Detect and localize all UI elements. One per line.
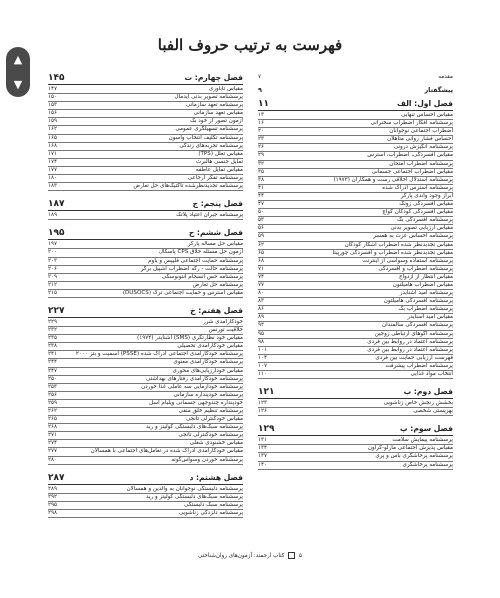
entry-title: مقیاس تابآوری (208, 86, 243, 92)
toc-entry[interactable] (48, 416, 243, 424)
entry-title: پرسشنامه استفاده وسواسی از اینترنت (362, 257, 453, 264)
entry-page: ۱۳۱ (258, 437, 268, 444)
chapter-page: ۱۲۱ (258, 387, 275, 398)
entry-page: ۵۰ (258, 209, 265, 216)
chapter-page: ۲۸۷ (48, 472, 65, 483)
toc-entry[interactable] (48, 274, 243, 282)
entry-title: مقیاس ارزیابی تصویر بدنی (390, 225, 453, 232)
entry-page: ۲۳۸ (48, 343, 58, 350)
toc-entry[interactable] (258, 322, 453, 330)
entry-page: ۲۳ (258, 136, 265, 143)
entry-page: ۱۶ (258, 120, 265, 127)
entry-title: مقیاس تجدیدنظر شده اضطراب آشکار کودکان (344, 241, 453, 248)
toc-entry[interactable] (48, 384, 243, 392)
entry-title: بهزیستی شخصی (413, 408, 453, 415)
chapter-page: ۲۲۷ (48, 305, 65, 316)
entry-page: ۳۵ (258, 168, 265, 175)
toc-entry[interactable] (48, 494, 243, 502)
toc-entry[interactable] (48, 290, 243, 298)
entry-page: ۱۰۷ (258, 362, 268, 369)
entry-page: ۱۷۴ (48, 158, 58, 165)
toc-entry[interactable] (48, 359, 243, 367)
toc-entry[interactable] (48, 376, 243, 384)
entry-page: ۲۴۱ (48, 351, 58, 358)
entry-page: ۲۴۷ (48, 367, 58, 374)
entry-title: پرسشنامه تنظیم خلق منفی (178, 408, 243, 414)
toc-entry[interactable] (258, 339, 453, 347)
toc-entry[interactable] (258, 314, 453, 322)
entry-page: ۹۵ (258, 330, 265, 337)
entry-page: ۱۶۲ (48, 126, 58, 133)
toc-entry[interactable] (48, 266, 243, 274)
entry-page: ۱۴۰ (258, 461, 268, 468)
toc-entry[interactable] (258, 274, 453, 282)
toc-entry[interactable] (258, 298, 453, 306)
chapter-page: ۱۸۷ (48, 199, 65, 210)
entry-page: ۱۵۰ (48, 94, 58, 101)
entry-title: مقیاس تعلل (TPS) (198, 150, 243, 157)
toc-entry[interactable] (258, 112, 453, 120)
entry-page: ۲۶۵ (48, 416, 58, 423)
entry-title: پرسشنامه اعتماد در روابط بین فردی (367, 338, 453, 345)
entry-page: ۲۰۹ (48, 273, 58, 280)
entry-page: ۲۶۸ (48, 424, 58, 431)
entry-page: ۲۵۰ (48, 375, 58, 382)
toc-entry[interactable] (258, 371, 453, 379)
entry-title: پرسشنامه خوردن وسواس‌گونه (171, 456, 243, 463)
toc-entry[interactable] (48, 118, 243, 126)
entry-title: خودپنداره چندوجهی جسمانی ویلیام اسل (149, 399, 243, 406)
entry-title: احساس فشار روانی متأهلان (387, 136, 453, 143)
toc-entry[interactable] (48, 510, 243, 518)
toc-entry[interactable] (258, 177, 453, 185)
toc-entry[interactable] (48, 502, 243, 510)
entry-title: مقیاس خودارزیابی‌های محوری (172, 367, 243, 374)
chapter-title: فصل هفتم: خ (190, 305, 243, 315)
entry-title: پرسشنامه حالت - رگه اضطراب اشپیل برگر (140, 265, 243, 272)
footer-page-number: ۵ (298, 553, 302, 559)
entry-title: مقیاس خودکارآمدی تحصیلی (177, 343, 243, 350)
entry-page: ۲۱۵ (48, 289, 58, 296)
entry-page: ۱۵۳ (48, 102, 58, 109)
toc-entry[interactable] (48, 327, 243, 335)
entry-page: ۷۷ (258, 281, 265, 288)
entry-title: آزمون حل مسئله خلاق CPS پاسکال (158, 249, 243, 256)
entry-title: پرسشنامه استدلال اخلاقی رست و همکاران (۱۹۷۳) (333, 176, 453, 183)
entry-page: ۲۰۰ (48, 249, 58, 256)
entry-page: ۲۵۹ (48, 399, 58, 406)
toc-entry[interactable] (48, 110, 243, 118)
entry-page: ۱۱۰ (258, 371, 268, 377)
entry-page: ۲۰۳ (48, 257, 58, 264)
entry-title: پرسشنامه اضطراب امتحان (389, 160, 453, 167)
entry-page: ۳۸ (258, 176, 265, 183)
chapter-heading[interactable] (48, 73, 243, 85)
entry-page: ۱۵۹ (48, 118, 58, 125)
entry-title: پرسشنامه سبک دلبستگی (184, 501, 243, 508)
entry-page: ۲۲۹ (48, 318, 58, 325)
chapter-heading[interactable] (258, 424, 453, 436)
toc-section (48, 199, 243, 220)
toc-entry[interactable] (258, 400, 453, 408)
toc-entry[interactable] (48, 319, 243, 327)
toc-entry[interactable] (258, 185, 453, 193)
entry-title: پرسشنامه خودکارآمدی معنوی (173, 359, 243, 366)
entry-title: مقیاس اضطراب هامیلتون (392, 281, 453, 288)
entry-title: پرسشنامه تفکر ارجاعی (187, 175, 243, 182)
toc-entry[interactable] (258, 258, 453, 266)
entry-title: پرسشنامه افسردگی سالمندان (381, 322, 453, 329)
toc-entry[interactable] (48, 343, 243, 351)
entry-title: مقیاس خودکارآمدی ادراک شده در تعامل‌های اجتماعی با همسالان (90, 448, 243, 455)
entry-page: ۲۰۶ (48, 265, 58, 272)
toc-entry[interactable] (258, 242, 453, 250)
entry-title: پرسشنامه اعتماد در روابط بین فردی (367, 346, 453, 353)
entry-title: مقیاس خود نظارتگری (SMS) اشنایدر (۱۹۷۴) (137, 335, 243, 342)
toc-entry[interactable] (258, 128, 453, 136)
toc-entry[interactable] (48, 86, 243, 94)
toc-entry[interactable] (48, 94, 243, 102)
entry-page: ۲۱۲ (48, 281, 58, 288)
entry-title: پرسشنامه دلبستگی نوجوانان به والدین و همسالان (126, 485, 243, 492)
entry-title: انتخاب مواد غذایی (410, 371, 453, 377)
book-icon (288, 552, 295, 559)
entry-title: پرسشنامه سبک‌های دلبستگی کولینز و رید (146, 424, 243, 431)
entry-page: ۸۳ (258, 298, 265, 305)
entry-page: ۲۶ (258, 144, 265, 151)
entry-page: ۲۸۰ (48, 456, 58, 463)
entry-title: مقیاس خودکنترلی تانجی (185, 416, 243, 423)
entry-title: پرسشنامه خودکنترلی تانجی (178, 432, 243, 439)
chapter-heading[interactable] (48, 228, 243, 240)
toc-entry[interactable] (258, 306, 453, 314)
entry-title: پرسشنامه اضطراب بک (398, 306, 453, 313)
entry-title: مقیاس پذیرش اجتماعی مارلو-کراون (367, 445, 453, 452)
page-title: فهرست به ترتیب حروف الفبا (157, 36, 343, 54)
page-navigator (6, 47, 30, 97)
toc-section (48, 73, 243, 191)
entry-page: ۱۹۷ (48, 241, 58, 248)
toc-entry[interactable] (258, 290, 453, 298)
entry-page: ۲۹۲ (48, 493, 58, 500)
toc-entry[interactable] (258, 355, 453, 363)
toc-entry[interactable] (258, 445, 453, 453)
chapter-page: ۱۱ (258, 99, 269, 109)
entry-page: ۸۰ (258, 290, 265, 297)
entry-title: پرسشنامه استرس ادراک شده (382, 184, 453, 191)
toc-entry[interactable] (48, 258, 243, 266)
entry-title: پرسشنامه خودکارآمدی رفتارهای بهداشتی (146, 375, 243, 382)
entry-page: ۹۸ (258, 338, 265, 345)
entry-page: ۲۸۹ (48, 485, 58, 492)
toc-entry[interactable] (258, 250, 453, 258)
entry-page: ۵۳ (258, 217, 265, 224)
toc-entry[interactable] (258, 161, 453, 169)
toc-entry[interactable] (48, 448, 243, 456)
toc-entry[interactable] (48, 400, 243, 408)
toc-entry[interactable] (48, 392, 243, 400)
chapter-heading[interactable] (48, 306, 243, 318)
entry-title: پرسشنامه افکار اضطراب سخنرانی (370, 120, 453, 127)
page-footer (0, 552, 500, 559)
entry-page: ۲۷۱ (48, 432, 58, 439)
entry-title: فهرست ارزیابی حمایت بین فردی (375, 354, 453, 361)
toc-left-column (48, 73, 243, 526)
toc-entry[interactable] (258, 144, 453, 152)
entry-title: مقیاس خشنودی شغلی (189, 440, 243, 447)
entry-page: ۶۵ (258, 249, 265, 256)
toc-right-column (258, 73, 453, 478)
entry-title: مقیاس تجدیدنظر شده اضطراب و افسردگی چورپیتا (332, 249, 453, 256)
entry-page: ۶۲ (258, 241, 265, 248)
entry-page: ۱۵۶ (48, 110, 58, 117)
toc-entry[interactable] (258, 462, 453, 470)
entry-title: پرسشنامه تجدیدنظرشده تاکتیک‌های حل تعارض (133, 183, 243, 190)
entry-page: ۲۹ (258, 152, 265, 159)
toc-entry[interactable] (258, 120, 453, 128)
entry-title: پرسشنامه پرخاشگری باس و پری (375, 453, 453, 460)
entry-page: ۵۹ (258, 233, 265, 240)
entry-page: ۷۱ (258, 265, 265, 272)
entry-page: ۱۸۰ (48, 175, 58, 182)
chapter-heading[interactable] (48, 473, 243, 485)
entry-title: پرسشنامه اضطراب پیشرفت (385, 362, 453, 369)
toc-entry[interactable] (48, 159, 243, 167)
chapter-title: فصل هشتم: د (189, 472, 243, 482)
entry-title: مقیاس امید اسنایدر (407, 314, 453, 321)
toc-section (258, 424, 453, 469)
entry-page: ۱۷۷ (48, 166, 58, 173)
chapter-heading[interactable] (258, 387, 453, 399)
entry-title: پرسشنامه اگوهای ارتباطی زوجین (374, 330, 453, 337)
toc-section (48, 228, 243, 298)
chapter-title: فصل پنجم: ج (192, 199, 243, 209)
entry-title: پرسشنامه تجربه‌های زندگی (179, 142, 243, 149)
toc-entry[interactable] (258, 266, 453, 274)
entry-page: ۱۳۷ (258, 453, 268, 460)
chevron-down-icon[interactable]: ▼ (13, 78, 23, 91)
toc-section (258, 99, 453, 379)
entry-title: پرسشنامه خودپنداره سازمانی (173, 391, 243, 398)
entry-title: ابراز وجود واندی پارکر (400, 192, 453, 199)
toc-entry[interactable] (258, 193, 453, 201)
entry-page: ۱۶۸ (48, 142, 58, 149)
toc-entry[interactable] (258, 201, 453, 209)
entry-title: پرسشنامه اضطراب و افسردگی (378, 265, 453, 272)
entry-title: پرسشنامه انگیزش درونی (393, 144, 453, 151)
entry-page: ۶۸ (258, 257, 265, 264)
entry-page: ۱۶۵ (48, 134, 58, 141)
entry-title: بخشش رنجش خاص زناشویی (383, 400, 453, 407)
toc-entry[interactable] (48, 167, 243, 175)
footer-book-title: کتاب ارجمند: آزمون‌های روان‌شناختی (198, 553, 285, 559)
entry-page: ۲۳۲ (48, 327, 58, 334)
entry-title: پرسشنامه تعهد سازمانی (185, 102, 243, 109)
front-matter-entry[interactable] (258, 73, 453, 81)
toc-entry[interactable] (258, 453, 453, 461)
entry-page: ۲۷۴ (48, 440, 58, 447)
entry-title: پرسشنامه حس انسجام آنتونوسکی (161, 273, 243, 280)
entry-title: پرسشنامه حمایت اجتماعی فلیپس و یاوم (148, 257, 243, 264)
entry-title: پرسشنامه افسردگی بک (397, 217, 453, 224)
toc-entry[interactable] (48, 249, 243, 257)
toc-entry[interactable] (258, 408, 453, 416)
toc-entry[interactable] (48, 408, 243, 416)
entry-page: ۱۷۱ (48, 150, 58, 157)
toc-entry[interactable] (258, 282, 453, 290)
entry-title: پرسشنامه سبک‌های دلبستگی کولینز و رید (146, 493, 243, 500)
toc-entry[interactable] (48, 183, 243, 191)
entry-page: ۵۶ (258, 225, 265, 232)
front-matter-entry[interactable] (258, 86, 453, 94)
toc-entry[interactable] (48, 432, 243, 440)
entry-page: ۱۰۴ (258, 354, 268, 361)
entry-page: ۲۳۵ (48, 335, 58, 342)
entry-page: ۱۴۷ (48, 86, 58, 92)
toc-section (258, 387, 453, 416)
entry-page: ۱۳۴ (258, 445, 268, 452)
entry-title: مقیاس تعهد سازمانی (193, 110, 243, 117)
toc-entry[interactable] (258, 331, 453, 339)
toc-entry[interactable] (48, 282, 243, 290)
entry-page: ۱۸۹ (48, 212, 58, 219)
entry-page: ۲۹۸ (48, 509, 58, 516)
toc-section (48, 473, 243, 518)
toc-entry[interactable] (258, 136, 453, 144)
entry-page: ۱۳ (258, 112, 265, 118)
toc-entry[interactable] (258, 347, 453, 355)
toc-entry[interactable] (48, 126, 243, 134)
toc-entry[interactable] (48, 486, 243, 494)
chapter-page: ۱۹۵ (48, 228, 65, 239)
entry-title: تمایل جنسی هالبرت (195, 158, 243, 165)
entry-title: مقیاس تمایل عاطفه (195, 166, 243, 173)
chapter-title: فصل اول: الف (397, 99, 453, 108)
toc-entry[interactable] (48, 457, 243, 465)
entry-title: اضطراب اجتماعی نوجوانان (389, 128, 453, 135)
toc-entry[interactable] (48, 368, 243, 376)
chapter-title: فصل سوم: پ (400, 424, 453, 434)
entry-title: مقیاس استرس و حمایت اجتماعی ترک (DUSOCS) (122, 289, 243, 296)
entry-title: مقیاس انتظار از ازدواج (398, 273, 453, 280)
entry-title: پرسشنامه تسهیلگری عمومی (175, 126, 243, 133)
entry-page: ۲۵۳ (48, 383, 58, 390)
entry-page: ۷۴ (258, 273, 265, 280)
entry-title: پرسشنامه دلزدگی زناشویی (178, 509, 243, 516)
toc-entry[interactable] (48, 102, 243, 110)
toc-entry[interactable] (258, 169, 453, 177)
entry-page: ۲۹۵ (48, 501, 58, 508)
toc-entry[interactable] (48, 424, 243, 432)
toc-entry[interactable] (48, 175, 243, 183)
entry-page: ۳۲ (258, 160, 265, 167)
entry-title: خلاقیت تورنس (208, 327, 243, 334)
entry-title: مقیاس احساس تنهایی (401, 112, 453, 118)
chapter-title: فصل دوم: ب (403, 387, 453, 397)
entry-title: مقدمه (438, 74, 453, 80)
entry-page: ۸۹ (258, 314, 265, 321)
entry-title: پرسشنامه پیمایش سلامت (392, 437, 453, 444)
toc-entry[interactable] (258, 209, 453, 217)
toc-entry[interactable] (258, 217, 453, 225)
toc-entry[interactable] (258, 233, 453, 241)
entry-page: ۲۴۴ (48, 359, 58, 366)
entry-title: پرسشنامه احساس عزت به همسر (373, 233, 453, 240)
toc-entry[interactable] (258, 152, 453, 160)
entry-title: مقیاس افسردگی کودکان کواچ (382, 209, 453, 216)
entry-page: ۸۶ (258, 306, 265, 313)
entry-title: پرسشنامه تکلیف انتخاب واسون (168, 134, 243, 141)
entry-page: ۱۰۱ (258, 346, 268, 353)
entry-title: پرسشنامه حل تعارض (192, 281, 243, 288)
toc-entry[interactable] (48, 151, 243, 159)
toc-entry[interactable] (258, 363, 453, 371)
entry-title: پرسشنامه امید اشنایدر (399, 290, 453, 297)
entry-page: ۴۷ (258, 201, 265, 208)
toc-entry[interactable] (48, 241, 243, 249)
entry-page: ۱۸۳ (48, 183, 58, 190)
entry-title: پرسشنامه افسردگی هامیلتون (383, 298, 453, 305)
toc-entry[interactable] (48, 135, 243, 143)
entry-page: ۷ (258, 74, 262, 80)
entry-page: ۴۴ (258, 192, 265, 199)
toc-entry[interactable] (48, 212, 243, 220)
chapter-heading[interactable] (48, 199, 243, 211)
toc-entry[interactable] (48, 143, 243, 151)
entry-page: ۹ (258, 86, 262, 94)
entry-page: ۲۶۲ (48, 408, 58, 414)
entry-title: پرسشنامه جبران اعتیاد پلاتک (176, 212, 243, 219)
toc-section (48, 306, 243, 465)
entry-title: پرسشنامه خودکارآمدی اجتماعی ادراک شده (PSSE) اسمیت و بتز ۲۰۰۰ (75, 351, 243, 358)
entry-page: ۱۲۶ (258, 408, 268, 415)
chapter-page: ۱۲۹ (258, 424, 275, 435)
entry-title: آزمون تصور از خود بک (189, 118, 243, 125)
entry-title: مقیاس حل مساله پارکر (187, 241, 243, 248)
entry-page: ۲۷۷ (48, 448, 58, 455)
entry-page: ۹۲ (258, 322, 265, 329)
toc-entry[interactable] (258, 225, 453, 233)
entry-page: ۱۲۳ (258, 400, 268, 407)
entry-title: خودکارآمدی شرر (202, 318, 243, 325)
entry-title: مقیاس افسردگی، اضطراب، استرس (367, 152, 453, 159)
toc-entry[interactable] (48, 440, 243, 448)
entry-page: ۲۰ (258, 128, 265, 135)
entry-title: پیشگفتار (424, 86, 453, 94)
entry-page: ۴۱ (258, 184, 265, 191)
entry-page: ۲۵۶ (48, 391, 58, 398)
chapter-title: فصل ششم: ح (188, 228, 243, 238)
chapter-title: فصل چهارم: ت (184, 73, 243, 82)
entry-title: پرسشنامه خودآزمایی سه عاملی غذا خوردن (141, 383, 243, 390)
chapter-page: ۱۴۵ (48, 73, 65, 83)
entry-title: مقیاس افسردگی زونگ (399, 201, 453, 208)
toc-entry[interactable] (48, 351, 243, 359)
entry-title: مقیاس اضطراب اجتماعی جسمانی (371, 168, 453, 175)
entry-title: پرسشنامه پرخاشگری (402, 461, 453, 468)
toc-entry[interactable] (48, 335, 243, 343)
chapter-heading[interactable] (258, 99, 453, 111)
entry-title: پرسشنامه تصویر بدنی ایدمال (174, 94, 243, 101)
toc-entry[interactable] (258, 437, 453, 445)
chevron-up-icon[interactable]: ▲ (13, 53, 23, 66)
